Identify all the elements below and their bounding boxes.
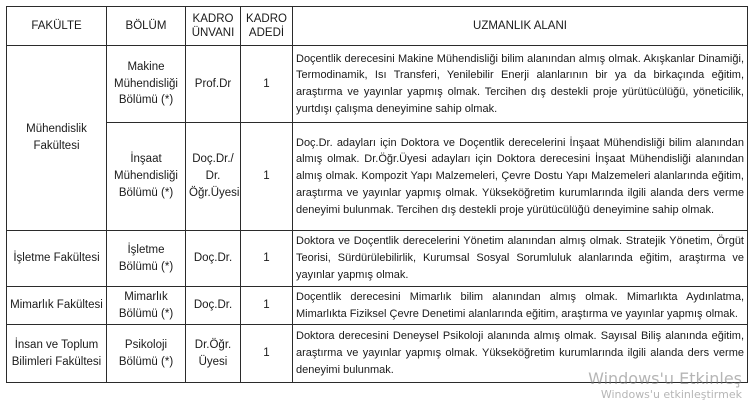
watermark-title: Windows'u Etkinleş — [588, 369, 742, 388]
adet-cell: 1 — [241, 46, 293, 123]
header-uzmanlik-alani: UZMANLIK ALANI — [293, 7, 748, 46]
bolum-cell: İnşaat Mühendisliği Bölümü (*) — [107, 123, 186, 231]
fakulte-cell: Mühendislik Fakültesi — [7, 46, 107, 231]
fakulte-cell: İşletme Fakültesi — [7, 231, 107, 287]
fakulte-cell: İnsan ve Toplum Bilimleri Fakültesi — [7, 325, 107, 383]
kadro-table — [6, 6, 748, 383]
adet-cell: 1 — [241, 123, 293, 231]
header-fakulte: FAKÜLTE — [7, 7, 107, 46]
adet-cell: 1 — [241, 231, 293, 287]
adet-cell: 1 — [241, 287, 293, 325]
header-row — [7, 7, 748, 46]
header-kadro-adedi: KADRO ADEDİ — [241, 7, 293, 46]
watermark-subtitle: Windows'u etkinleştirmek — [600, 388, 742, 401]
uzmanlik-cell: Doçentlik derecesini Mimarlık bilim alanından almış olmak. Mimarlıkta Aydınlatma, Mimarlıkta Fiziksel Çevre Denetimi alanlarında eğitim, araştırma ve yayınlar yapmış olmak. — [293, 287, 748, 325]
unvan-cell: Doç.Dr. — [186, 287, 241, 325]
bolum-cell: Psikoloji Bölümü (*) — [107, 325, 186, 383]
table-row — [7, 123, 748, 231]
unvan-cell: Doç.Dr. — [186, 231, 241, 287]
unvan-cell: Prof.Dr — [186, 46, 241, 123]
table-row — [7, 231, 748, 287]
unvan-cell: Doç.Dr./ Dr. Öğr.Üyesi — [186, 123, 241, 231]
fakulte-cell: Mimarlık Fakültesi — [7, 287, 107, 325]
table-row — [7, 325, 748, 383]
uzmanlik-cell: Doç.Dr. adayları için Doktora ve Doçentlik derecelerini İnşaat Mühendisliği bilim alanından almış olmak. Dr.Öğr.Üyesi adayları için Doktora derecesini İnşaat Mühendisliği alanından almış olmak. Kompozit Yapı Malzemeleri, Çevre Dostu Yapı Malzemeleri alanlarında eğitim, araştırma ve yayınlar yapmış olmak. Yükseköğretim kurumlarında ilgili alanda ders verme deneyimi bulunmak. Tercihen dış destekli proje yürütücülüğü deneyimine sahip olmak. — [293, 123, 748, 231]
table-row — [7, 287, 748, 325]
uzmanlik-cell: Doçentlik derecesini Makine Mühendisliği bilim alanından almış olmak. Akışkanlar Dinamiği, Termodinamik, Isı Transferi, Yenilebilir Enerji alanlarının bir ya da birkaçında eğitim, araştırma ve yayınlar yapmış olmak. Tercihen dış destekli proje yürütücülüğü, yöneticilik, yurtdışı çalışma deneyimine sahip olmak. — [293, 46, 748, 123]
table-row — [7, 46, 748, 123]
adet-cell: 1 — [241, 325, 293, 383]
bolum-cell: İşletme Bölümü (*) — [107, 231, 186, 287]
header-bolum: BÖLÜM — [107, 7, 186, 46]
uzmanlik-cell: Doktora ve Doçentlik derecelerini Yönetim alanından almış olmak. Stratejik Yönetim, Örgüt Teorisi, Sürdürülebilirlik, Kurumsal Sosyal Sorumluluk alanlarında eğitim, araştırma ve yayınlar yapmış olmak. — [293, 231, 748, 287]
bolum-cell: Makine Mühendisliği Bölümü (*) — [107, 46, 186, 123]
unvan-cell: Dr.Öğr. Üyesi — [186, 325, 241, 383]
bolum-cell: Mimarlık Bölümü (*) — [107, 287, 186, 325]
header-kadro-unvani: KADRO ÜNVANI — [186, 7, 241, 46]
uzmanlik-cell: Doktora derecesini Deneysel Psikoloji alanında almış olmak. Sayısal Biliş alanında eğitim, araştırma ve yayınlar yapmış olmak. Yükseköğretim kurumlarında ilgili alanda ders verme deneyimi bulunmak. — [293, 325, 748, 383]
